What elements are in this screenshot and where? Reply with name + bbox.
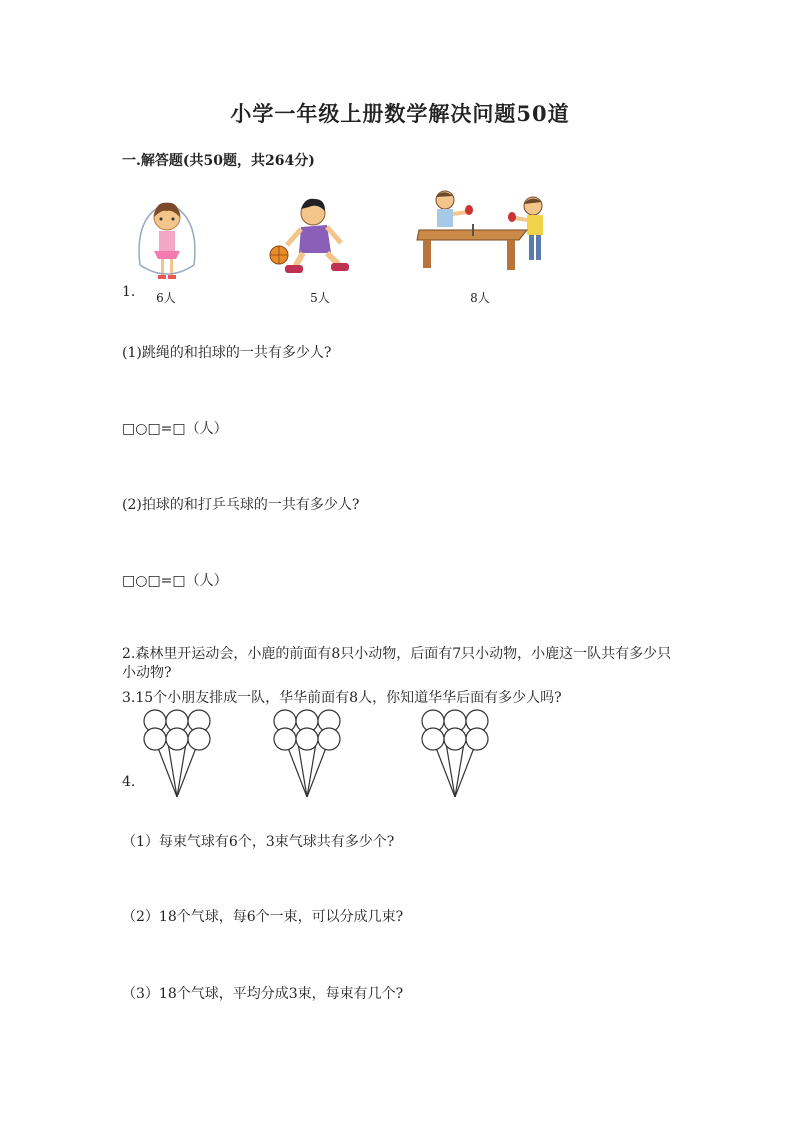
caption-table-tennis: 8人 xyxy=(470,291,490,305)
question-1-answer-1: □○□=□（人） xyxy=(122,421,228,437)
question-4-sub-2: （2）18个气球，每6个一束，可以分成几束? xyxy=(122,909,404,925)
page-title: 小学一年级上册数学解决问题50道 xyxy=(230,101,570,126)
balloon-bunch xyxy=(144,710,210,797)
question-3: 3.15个小朋友排成一队，华华前面有8人，你知道华华后面有多少人吗? xyxy=(122,690,562,706)
basketball-boy-image xyxy=(265,195,360,280)
question-4-sub-1: （1）每束气球有6个，3束气球共有多少个? xyxy=(122,834,395,850)
balloon-bunches-image xyxy=(135,705,505,800)
question-1-number: 1. xyxy=(122,284,136,300)
caption-basketball: 5人 xyxy=(310,291,330,305)
balloon-bunch xyxy=(422,710,488,797)
jump-rope-girl-image xyxy=(132,195,202,285)
question-1-sub-2: (2)拍球的和打乒乓球的一共有多少人? xyxy=(122,497,360,513)
question-1-answer-2: □○□=□（人） xyxy=(122,573,228,589)
question-1-sub-1: (1)跳绳的和拍球的一共有多少人? xyxy=(122,345,332,361)
table-tennis-image xyxy=(415,188,555,283)
caption-jump-rope: 6人 xyxy=(156,291,176,305)
section-heading: 一.解答题(共50题，共264分) xyxy=(122,153,315,169)
balloon-bunch xyxy=(274,710,340,797)
question-4-number: 4. xyxy=(122,774,136,790)
question-4-sub-3: （3）18个气球，平均分成3束，每束有几个? xyxy=(122,986,404,1002)
question-2: 2.森林里开运动会，小鹿的前面有8只小动物，后面有7只小动物，小鹿这一队共有多少只小动物? xyxy=(122,646,672,681)
